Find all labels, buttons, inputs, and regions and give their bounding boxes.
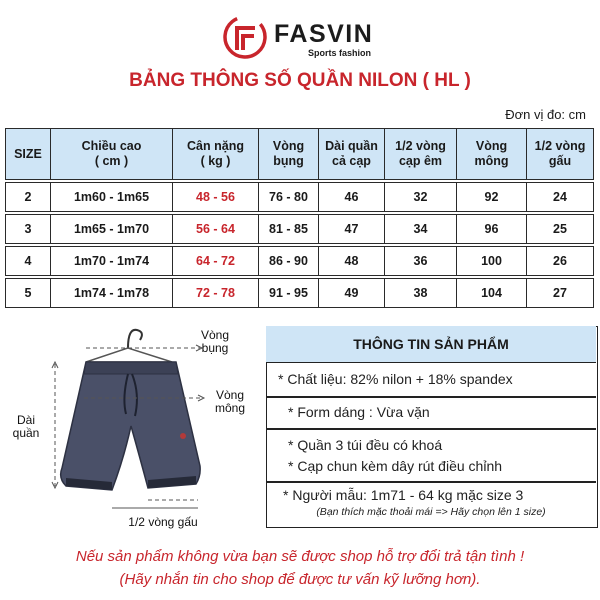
cell-half-waistband: 36 (385, 247, 457, 276)
hip-label: Vòng mông (214, 388, 246, 415)
info-material: * Chất liệu: 82% nilon + 18% spandex (278, 371, 513, 387)
cell-height: 1m70 - 1m74 (51, 247, 173, 276)
header-half-waistband (385, 129, 457, 180)
cell-weight: 48 - 56 (173, 183, 259, 212)
cell-hip: 100 (457, 247, 527, 276)
divider (266, 481, 596, 483)
table-row (6, 247, 594, 276)
header-label: 1/2 vòng cạp êm (395, 139, 446, 168)
cell-half-waistband: 38 (385, 279, 457, 308)
cell-hip: 96 (457, 215, 527, 244)
fasvin-logo-icon (222, 14, 268, 60)
brand-name: FASVIN (274, 20, 374, 48)
cell-waist: 76 - 80 (259, 183, 319, 212)
hem-label: 1/2 vòng gấu (128, 515, 198, 529)
cell-height: 1m74 - 1m78 (51, 279, 173, 308)
page-title: BẢNG THÔNG SỐ QUẦN NILON ( HL ) (129, 70, 471, 91)
header-label: Vòng mông (474, 139, 509, 168)
cell-height: 1m65 - 1m70 (51, 215, 173, 244)
brand-tagline: Sports fashion (308, 48, 372, 58)
cell-weight: 64 - 72 (173, 247, 259, 276)
contact-notice: (Hãy nhắn tin cho shop để được tư vấn kỹ lưỡng hơn). (119, 571, 481, 588)
cell-weight: 72 - 78 (173, 279, 259, 308)
hanger-icon (86, 330, 172, 362)
header-waist (259, 129, 319, 180)
cell-length: 46 (319, 183, 385, 212)
table-header-row (6, 129, 594, 180)
cell-half-waistband: 34 (385, 215, 457, 244)
cell-half-waistband: 32 (385, 183, 457, 212)
header-label: Vòng bụng (272, 139, 305, 168)
info-pockets: * Quần 3 túi đều có khoá (288, 437, 443, 453)
info-waistband: * Cạp chun kèm dây rút điều chỉnh (288, 458, 503, 474)
header-height (51, 129, 173, 180)
info-model: * Người mẫu: 1m71 - 64 kg mặc size 3 (283, 487, 524, 503)
header-hip (457, 129, 527, 180)
shorts-image (61, 362, 201, 490)
cell-length: 48 (319, 247, 385, 276)
cell-length: 47 (319, 215, 385, 244)
divider (266, 428, 596, 430)
cell-size: 3 (6, 215, 51, 244)
header-half-hem (527, 129, 594, 180)
cell-size: 5 (6, 279, 51, 308)
length-label: Dài quần (12, 413, 40, 440)
cell-size: 2 (6, 183, 51, 212)
header-label: Dài quần cả cạp (325, 139, 378, 168)
exchange-notice: Nếu sản phẩm không vừa bạn sẽ được shop hỗ trợ đổi trả tận tình ! (75, 548, 525, 565)
header-size (6, 129, 51, 180)
table-row (6, 183, 594, 212)
cell-weight: 56 - 64 (173, 215, 259, 244)
header-weight (173, 129, 259, 180)
cell-waist: 91 - 95 (259, 279, 319, 308)
divider (266, 396, 596, 398)
unit-label: Đơn vị đo: cm (505, 107, 586, 122)
cell-half-hem: 24 (527, 183, 594, 212)
cell-waist: 86 - 90 (259, 247, 319, 276)
header-label: Chiều cao ( cm ) (81, 139, 142, 168)
waist-label: Vòng bụng (200, 328, 230, 355)
product-info-heading: THÔNG TIN SẢN PHẨM (266, 326, 596, 363)
cell-waist: 81 - 85 (259, 215, 319, 244)
cell-hip: 92 (457, 183, 527, 212)
cell-height: 1m60 - 1m65 (51, 183, 173, 212)
header-label: 1/2 vòng gấu (534, 139, 586, 168)
table-row (6, 215, 594, 244)
cell-length: 49 (319, 279, 385, 308)
cell-half-hem: 25 (527, 215, 594, 244)
header-length (319, 129, 385, 180)
info-form: * Form dáng : Vừa vặn (288, 404, 430, 420)
header-label: SIZE (14, 146, 42, 161)
cell-half-hem: 26 (527, 247, 594, 276)
cell-size: 4 (6, 247, 51, 276)
info-note: (Bạn thích mặc thoải mái => Hãy chọn lên 1 size) (316, 506, 546, 518)
table-row (6, 279, 594, 308)
cell-half-hem: 27 (527, 279, 594, 308)
size-table (5, 128, 594, 308)
header-label: Cân nặng ( kg ) (187, 139, 244, 168)
cell-hip: 104 (457, 279, 527, 308)
